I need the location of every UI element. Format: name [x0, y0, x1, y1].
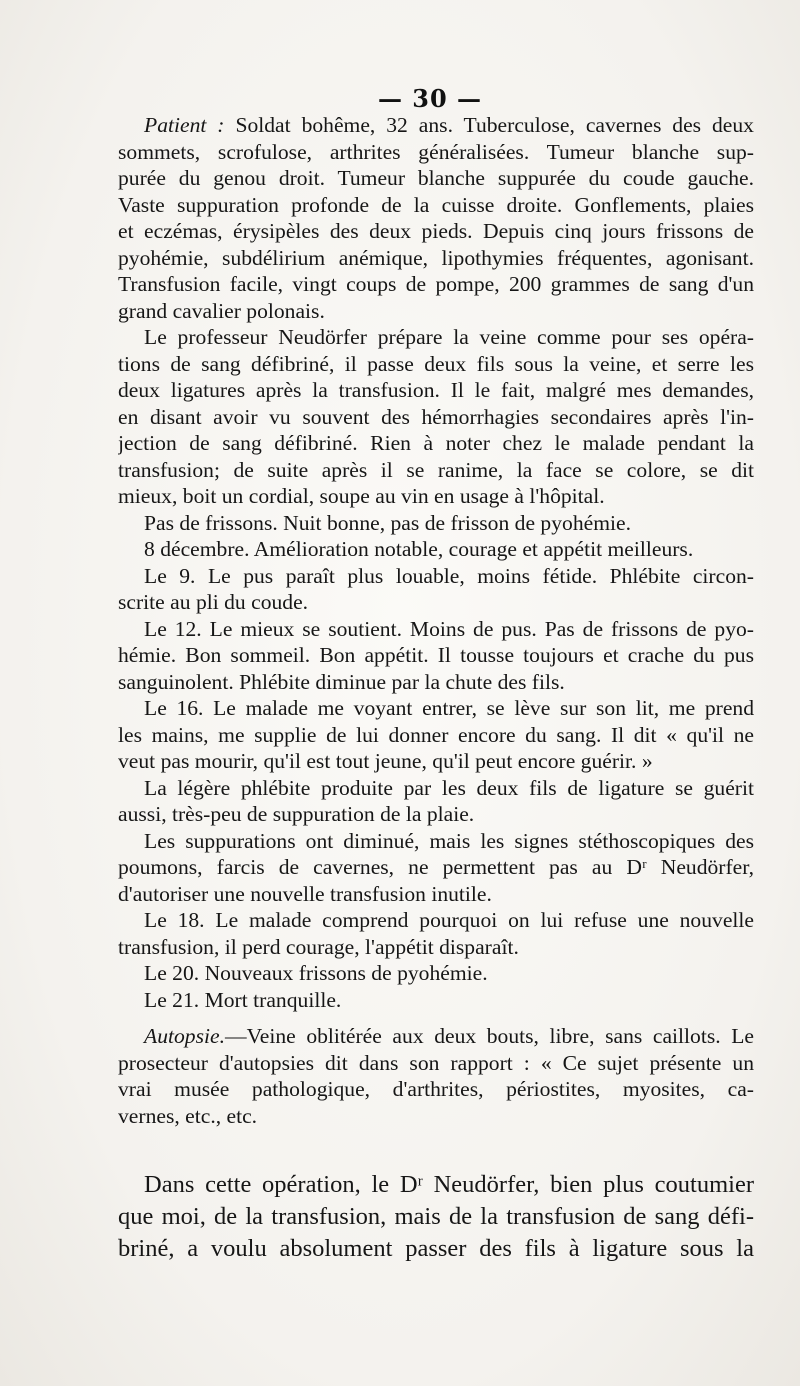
text-line: Vaste suppuration profonde de la cuisse droite. Gonflements, plaies — [118, 192, 754, 217]
text-line: Le 21. Mort tranquille. — [144, 987, 342, 1012]
paragraph-gap — [118, 1129, 754, 1169]
text-line: prosecteur d'autopsies dit dans son rapport : « Ce sujet présente un — [118, 1050, 754, 1075]
text-line: Le professeur Neudörfer prépare la veine comme pour ses opéra- — [144, 325, 754, 349]
text-line: aussi, très-peu de suppuration de la plaie. — [118, 802, 475, 826]
text-line: Les suppurations ont diminué, mais les signes stéthoscopiques des — [144, 828, 754, 853]
paragraph-gap — [118, 1013, 754, 1023]
text-line: transfusion; de suite après il se ranime, la face se colore, se dit — [118, 457, 754, 482]
text-line: sanguinolent. Phlébite diminue par la chute des fils. — [118, 669, 565, 694]
text-line: deux ligatures après la transfusion. Il le fait, malgré mes demandes, — [118, 378, 754, 402]
text-line: 8 décembre. Amélioration notable, courage et appétit meilleurs. — [144, 537, 694, 561]
text-line: Autopsie.—Veine oblitérée aux deux bouts, libre, sans caillots. Le — [144, 1024, 754, 1048]
text-line: briné, a voulu absolument passer des fils à ligature sous la — [118, 1235, 754, 1262]
text-line: Pas de frissons. Nuit bonne, pas de frisson de pyohémie. — [144, 510, 631, 535]
text-line: hémie. Bon sommeil. Bon appétit. Il tousse toujours et crache du pus — [118, 643, 754, 667]
text-line: en disant avoir vu souvent des hémorrhagies secondaires après l'in- — [118, 404, 754, 429]
body-text — [118, 112, 754, 1265]
text-line: Le 18. Le malade comprend pourquoi on lui refuse une nouvelle — [144, 908, 754, 932]
text-line: Le 9. Le pus paraît plus louable, moins fétide. Phlébite circon- — [144, 563, 754, 588]
text-line: purée du genou droit. Tumeur blanche suppurée du coude gauche. — [118, 166, 754, 190]
text-line: Le 20. Nouveaux frissons de pyohémie. — [144, 961, 488, 985]
section-label: Autopsie. — [144, 1024, 225, 1048]
text-line: jection de sang défibriné. Rien à noter chez le malade pendant la — [118, 431, 754, 455]
text-line: vrai musée pathologique, d'arthrites, périostites, myosites, ca- — [118, 1077, 754, 1101]
text-line: mieux, boit un cordial, soupe au vin en usage à l'hôpital. — [118, 484, 605, 508]
text-line: sommets, scrofulose, arthrites généralisées. Tumeur blanche sup- — [118, 139, 754, 164]
text-line: veut pas mourir, qu'il est tout jeune, qu'il peut encore guérir. » — [118, 749, 653, 773]
text-line: vernes, etc., etc. — [118, 1103, 258, 1128]
text-line: Le 12. Le mieux se soutient. Moins de pus. Pas de frissons de pyo- — [144, 616, 754, 641]
text-line: d'autoriser une nouvelle transfusion inutile. — [118, 881, 492, 906]
text-line: Transfusion facile, vingt coups de pompe, 200 grammes de sang d'un — [118, 272, 754, 296]
text-line: et eczémas, érysipèles des deux pieds. Depuis cinq jours frissons de — [118, 219, 754, 243]
text-line: que moi, de la transfusion, mais de la transfusion de sang défi- — [118, 1203, 754, 1230]
text-line: tions de sang défibriné, il passe deux fils sous la veine, et serre les — [118, 351, 754, 376]
text-line: Patient : Soldat bohême, 32 ans. Tuberculose, cavernes des deux — [144, 113, 754, 137]
text-line: grand cavalier polonais. — [118, 298, 325, 323]
text-line: scrite au pli du coude. — [118, 590, 309, 614]
text-line: les mains, me supplie de lui donner encore du sang. Il dit « qu'il ne — [118, 722, 754, 747]
section-label: Patient : — [144, 113, 225, 137]
text-line: transfusion, il perd courage, l'appétit disparaît. — [118, 934, 519, 959]
page-number: — 30 — — [377, 84, 483, 113]
text-line: Le 16. Le malade me voyant entrer, se lève sur son lit, me prend — [144, 696, 754, 720]
text-line: pyohémie, subdélirium anémique, lipothymies fréquentes, agonisant. — [118, 245, 754, 270]
text-line: poumons, farcis de cavernes, ne permettent pas au Dʳ Neudörfer, — [118, 855, 754, 879]
text-line: La légère phlébite produite par les deux fils de ligature se guérit — [144, 775, 754, 800]
text-line: Dans cette opération, le Dʳ Neudörfer, bien plus coutumier — [144, 1171, 754, 1198]
